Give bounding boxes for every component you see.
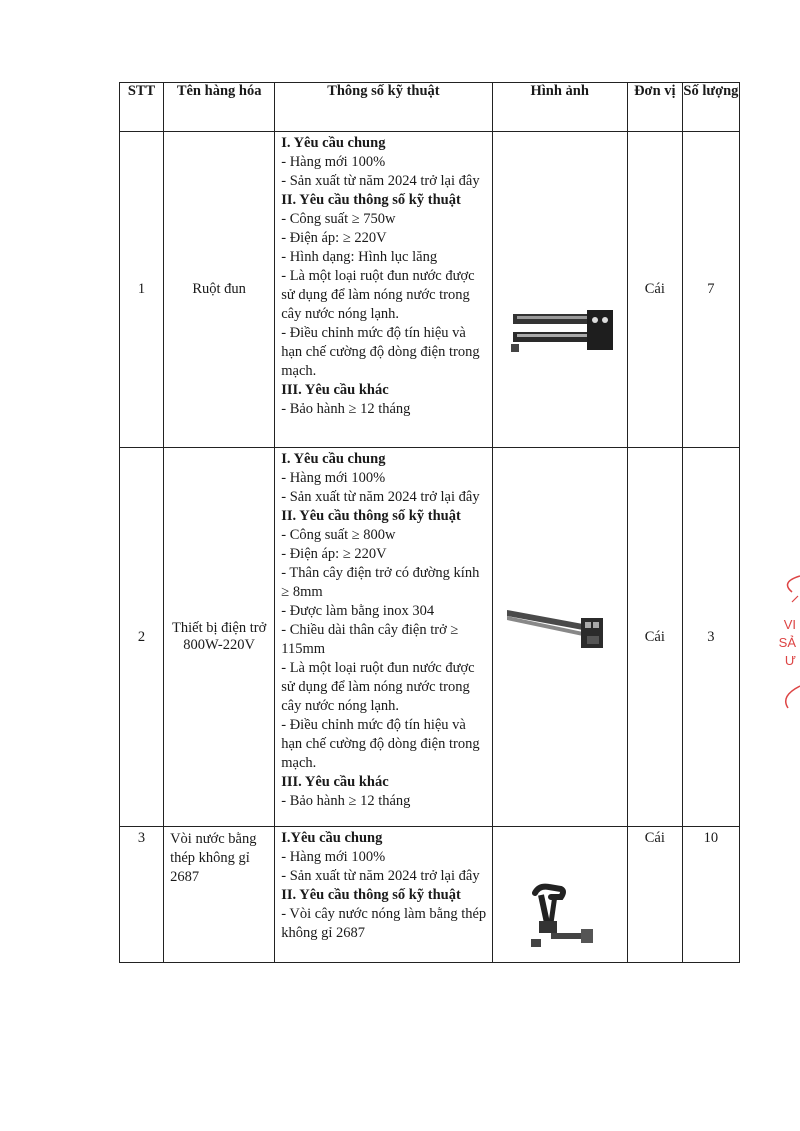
row-spec [275, 827, 492, 963]
spec-line: - Bảo hành ≥ 12 tháng [281, 401, 411, 417]
spec-table [119, 82, 740, 963]
resistor-rod-image [503, 606, 615, 652]
row-stt: 3 [120, 827, 164, 963]
row-stt: 2 [120, 448, 164, 827]
row-name: Ruột đun [164, 132, 275, 448]
row-spec [275, 448, 492, 827]
spec-line: - Công suất ≥ 750w [281, 211, 396, 227]
spec-line: - Được làm bằng inox 304 [281, 603, 435, 619]
spec-line: - Hàng mới 100% [281, 470, 386, 486]
spec-line: - Thân cây điện trở có đường kính ≥ 8mm [281, 565, 480, 600]
spec-line: - Hàng mới 100% [281, 849, 386, 865]
header-row [120, 83, 740, 132]
stamp-text: VI [783, 617, 796, 632]
stamp-text: Ư [784, 653, 796, 668]
spec-section-title: I.Yêu cầu chung [281, 830, 383, 846]
header-spec: Thông số kỹ thuật [275, 83, 492, 132]
spec-line: - Sản xuất từ năm 2024 trở lại đây [281, 489, 480, 505]
row-stt: 1 [120, 132, 164, 448]
spec-line: - Sản xuất từ năm 2024 trở lại đây [281, 173, 480, 189]
header-qty: Số lượng [682, 83, 739, 132]
spec-line: - Chiều dài thân cây điện trở ≥ 115mm [281, 622, 459, 657]
spec-line: - Hàng mới 100% [281, 154, 386, 170]
spec-line: - Điều chỉnh mức độ tín hiệu và hạn chế cường độ dòng điện trong mạch. [281, 325, 480, 379]
spec-line: - Là một loại ruột đun nước được sử dụng để làm nóng nước trong cây nước nóng lạnh. [281, 660, 475, 714]
spec-section-title: II. Yêu cầu thông số kỹ thuật [281, 192, 461, 208]
header-stt: STT [120, 83, 164, 132]
header-name: Tên hàng hóa [164, 83, 275, 132]
spec-section-title: II. Yêu cầu thông số kỹ thuật [281, 887, 461, 903]
stamp-text: SẢ [778, 635, 796, 650]
row-image-cell [492, 448, 627, 827]
spec-section-title: I. Yêu cầu chung [281, 451, 386, 467]
row-unit: Cái [627, 132, 682, 448]
margin-stamp [770, 572, 800, 722]
spec-section-title: III. Yêu cầu khác [281, 382, 389, 398]
table-row [120, 827, 740, 963]
heating-element-image [509, 308, 615, 356]
row-qty: 7 [682, 132, 739, 448]
header-image: Hình ảnh [492, 83, 627, 132]
row-image-cell [492, 132, 627, 448]
faucet-image [521, 883, 601, 953]
spec-line: - Sản xuất từ năm 2024 trở lại đây [281, 868, 480, 884]
row-unit: Cái [627, 448, 682, 827]
row-image-cell [492, 827, 627, 963]
spec-line: - Điện áp: ≥ 220V [281, 230, 387, 246]
spec-section-title: III. Yêu cầu khác [281, 774, 389, 790]
spec-line: - Là một loại ruột đun nước được sử dụng để làm nóng nước trong cây nước nóng lạnh. [281, 268, 475, 322]
row-name: Vòi nước bằng thép không gỉ 2687 [164, 827, 275, 963]
spec-line: - Công suất ≥ 800w [281, 527, 396, 543]
row-qty: 10 [682, 827, 739, 963]
spec-line: - Vòi cây nước nóng làm bằng thép không gỉ 2687 [281, 906, 487, 941]
row-qty: 3 [682, 448, 739, 827]
row-spec [275, 132, 492, 448]
spec-line: - Bảo hành ≥ 12 tháng [281, 793, 411, 809]
table-row [120, 132, 740, 448]
spec-section-title: I. Yêu cầu chung [281, 135, 386, 151]
spec-line: - Điện áp: ≥ 220V [281, 546, 387, 562]
spec-section-title: II. Yêu cầu thông số kỹ thuật [281, 508, 461, 524]
table-row [120, 448, 740, 827]
row-name: Thiết bị điện trở 800W-220V [164, 448, 275, 827]
header-unit: Đơn vị [627, 83, 682, 132]
spec-line: - Hình dạng: Hình lục lăng [281, 249, 438, 265]
spec-line: - Điều chỉnh mức độ tín hiệu và hạn chế cường độ dòng điện trong mạch. [281, 717, 480, 771]
row-unit: Cái [627, 827, 682, 963]
